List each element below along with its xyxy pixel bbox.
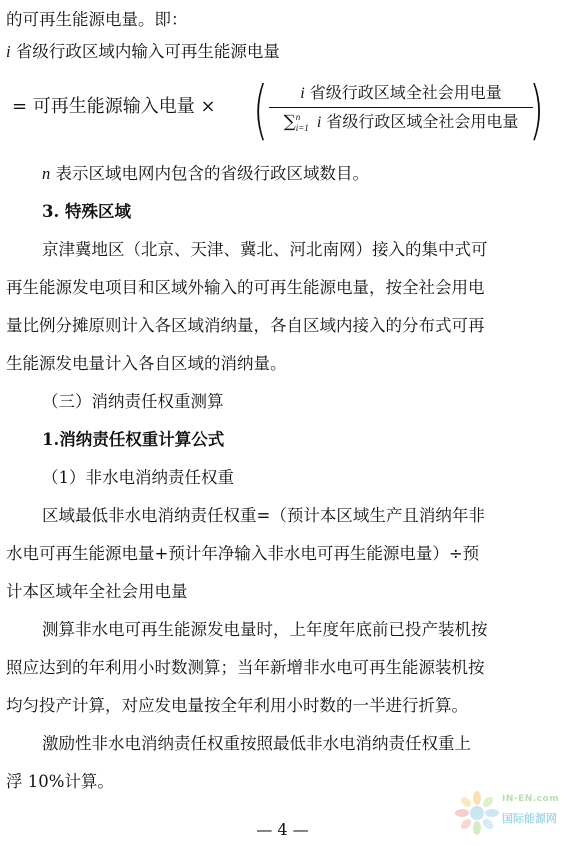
open-paren: ( xyxy=(252,74,268,148)
section-heading: 1.消纳责任权重计算公式 xyxy=(42,430,225,449)
text-line: 水电可再生能源电量+预计年净输入非水电可再生能源电量）÷预 xyxy=(6,544,480,563)
text-line: 测算非水电可再生能源发电量时，上年度年底前已投产装机按 xyxy=(42,620,488,639)
text-line: 区域最低非水电消纳责任权重=（预计本区域生产且消纳年非 xyxy=(42,506,485,525)
text-line: 生能源发电量计入各自区域的消纳量。 xyxy=(6,354,287,373)
watermark-name: 国际能源网 xyxy=(502,812,557,825)
fraction-bar xyxy=(269,107,533,108)
text-line: 照应达到的年利用小时数测算；当年新增非水电可再生能源装机按 xyxy=(6,658,485,677)
watermark-domain: IN-EN.com xyxy=(502,794,560,804)
text-line: 的可再生能源电量。即： xyxy=(6,10,188,29)
formula-fraction xyxy=(269,82,533,134)
math-variable: i xyxy=(300,85,305,102)
section-heading: 3. 特殊区域 xyxy=(42,202,131,221)
sum-upper: n xyxy=(295,111,301,122)
sum-limits xyxy=(296,112,309,134)
watermark xyxy=(452,788,562,838)
text-line-content: 表示区域电网内包含的省级行政区域数目。 xyxy=(55,164,369,183)
text-line: 京津冀地区（北京、天津、冀北、河北南网）接入的集中式可 xyxy=(42,240,488,259)
close-paren: ) xyxy=(528,74,544,148)
text-line-content: 省级行政区域内输入可再生能源电量 xyxy=(15,42,280,61)
text-line: 均匀投产计算，对应发电量按全年利用小时数的一半进行折算。 xyxy=(6,696,468,715)
text-line: 浮 10%计算。 xyxy=(6,772,114,791)
text-line: 激励性非水电消纳责任权重按照最低非水电消纳责任权重上 xyxy=(42,734,471,753)
text-line: 量比例分摊原则计入各区域消纳量，各自区域内接入的分布式可再 xyxy=(6,316,485,335)
sum-lower: i=1 xyxy=(295,122,309,133)
subsection-heading: （1）非水电消纳责任权重 xyxy=(42,468,234,487)
section-heading: （三）消纳责任权重测算 xyxy=(42,392,224,411)
numerator-text: 省级行政区域全社会用电量 xyxy=(309,83,502,102)
formula-lhs: = 可再生能源输入电量 × xyxy=(12,96,216,117)
text-line: 计本区域年全社会用电量 xyxy=(6,582,188,601)
math-variable: i xyxy=(6,42,11,61)
math-variable: n xyxy=(42,164,51,183)
formula-block xyxy=(12,74,552,150)
sunflower-logo-icon xyxy=(454,790,500,836)
math-variable: i xyxy=(316,114,322,132)
page-number: — 4 — xyxy=(256,820,309,839)
text-line: 再生能源发电项目和区域外输入的可再生能源电量，按全社会用电 xyxy=(6,278,485,297)
denominator-text: 省级行政区域全社会用电量 xyxy=(326,112,519,132)
text-line xyxy=(6,42,280,62)
formula-numerator xyxy=(269,82,533,105)
text-line xyxy=(42,164,369,184)
formula-denominator xyxy=(269,111,533,134)
sigma-symbol: ∑ xyxy=(283,112,296,133)
